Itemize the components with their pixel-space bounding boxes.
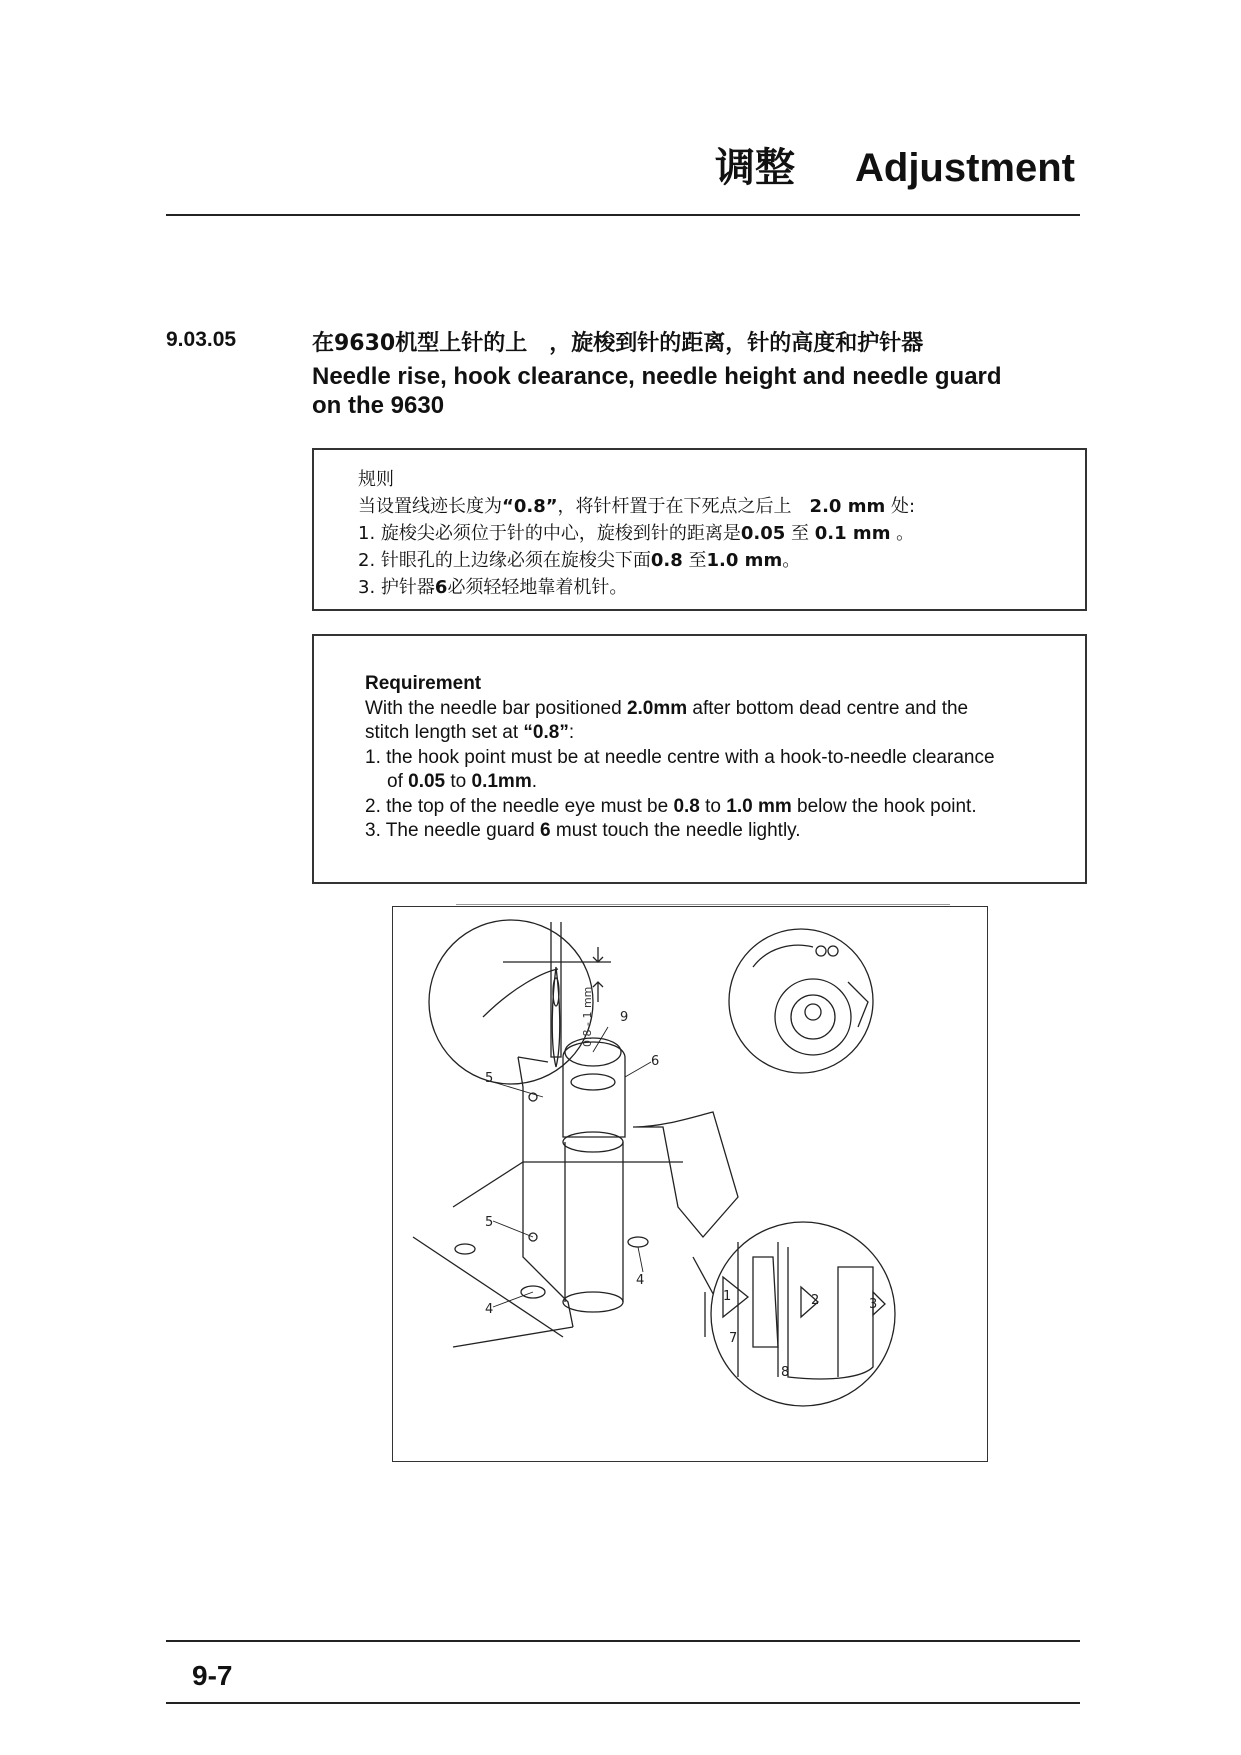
requirement-heading-en: Requirement bbox=[365, 673, 482, 694]
callout-5-b: 5 bbox=[485, 1215, 494, 1230]
callout-5-a: 5 bbox=[485, 1071, 494, 1086]
header-divider bbox=[166, 214, 1080, 216]
callout-8: 8 bbox=[781, 1365, 790, 1380]
hook-detail-inset bbox=[729, 929, 873, 1073]
requirement-zh-line3: 2. 针眼孔的上边缘必须在旋梭尖下面0.8 至1.0 mm。 bbox=[358, 550, 801, 571]
page-number: 9-7 bbox=[192, 1660, 233, 1691]
requirement-item-2: 2. the top of the needle eye must be 0.8 to 1.0 mm below the hook point. bbox=[365, 795, 977, 817]
needle-height-label: 0.8 - 1 mm bbox=[581, 986, 594, 1047]
requirement-zh-line2: 1. 旋梭尖必须位于针的中心，旋梭到针的距离是0.05 至 0.1 mm 。 bbox=[358, 523, 915, 544]
section-title-en-line1: Needle rise, hook clearance, needle height and needle guard bbox=[312, 363, 1002, 390]
needle-detail-inset bbox=[429, 920, 611, 1084]
section-title-zh: 在9630机型上针的上 ，旋梭到针的距离，针的高度和护针器 bbox=[312, 331, 924, 356]
callout-1: 1 bbox=[723, 1289, 732, 1304]
header-title-en: Adjustment bbox=[855, 146, 1075, 190]
requirement-intro: With the needle bar positioned 2.0mm after bottom dead centre and the bbox=[365, 697, 969, 719]
callout-9: 9 bbox=[620, 1010, 629, 1025]
requirement-item-3: 3. The needle guard 6 must touch the needle lightly. bbox=[365, 820, 801, 841]
requirement-item-1-cont: of 0.05 to 0.1mm. bbox=[387, 771, 537, 792]
callout-2: 2 bbox=[811, 1293, 820, 1308]
callout-3: 3 bbox=[869, 1297, 878, 1312]
requirement-box-en bbox=[312, 634, 1087, 884]
page-header-title bbox=[715, 136, 1075, 193]
section-number: 9.03.05 bbox=[166, 328, 237, 351]
adjustment-figure bbox=[392, 906, 988, 1462]
section-title-en-line2: on the 9630 bbox=[312, 392, 445, 419]
requirement-intro-cont: stitch length set at “0.8”: bbox=[365, 722, 575, 743]
footer-divider-top bbox=[166, 1640, 1080, 1642]
footer-divider-bottom bbox=[166, 1702, 1080, 1704]
machine-body bbox=[413, 1038, 753, 1367]
adjustment-illustration bbox=[393, 907, 986, 1460]
requirement-item-1: 1. the hook point must be at needle centre with a hook-to-needle clearance bbox=[365, 746, 995, 768]
requirement-box-zh bbox=[312, 448, 1087, 611]
requirement-heading-zh: 规则 bbox=[358, 469, 394, 490]
callout-4-a: 4 bbox=[636, 1273, 645, 1288]
header-title-zh: 调整 bbox=[715, 145, 795, 191]
callout-4-b: 4 bbox=[485, 1302, 494, 1317]
requirement-zh-line4: 3. 护针器6必须轻轻地靠着机针。 bbox=[358, 577, 628, 598]
callout-7: 7 bbox=[729, 1331, 738, 1346]
figure-top-rule bbox=[456, 904, 950, 905]
gear-detail-inset bbox=[705, 1222, 895, 1406]
section-title-en bbox=[312, 362, 1072, 420]
requirement-zh-line1: 当设置线迹长度为“0.8”，将针杆置于在下死点之后上 2.0 mm 处: bbox=[358, 496, 916, 517]
callout-6: 6 bbox=[651, 1054, 660, 1069]
